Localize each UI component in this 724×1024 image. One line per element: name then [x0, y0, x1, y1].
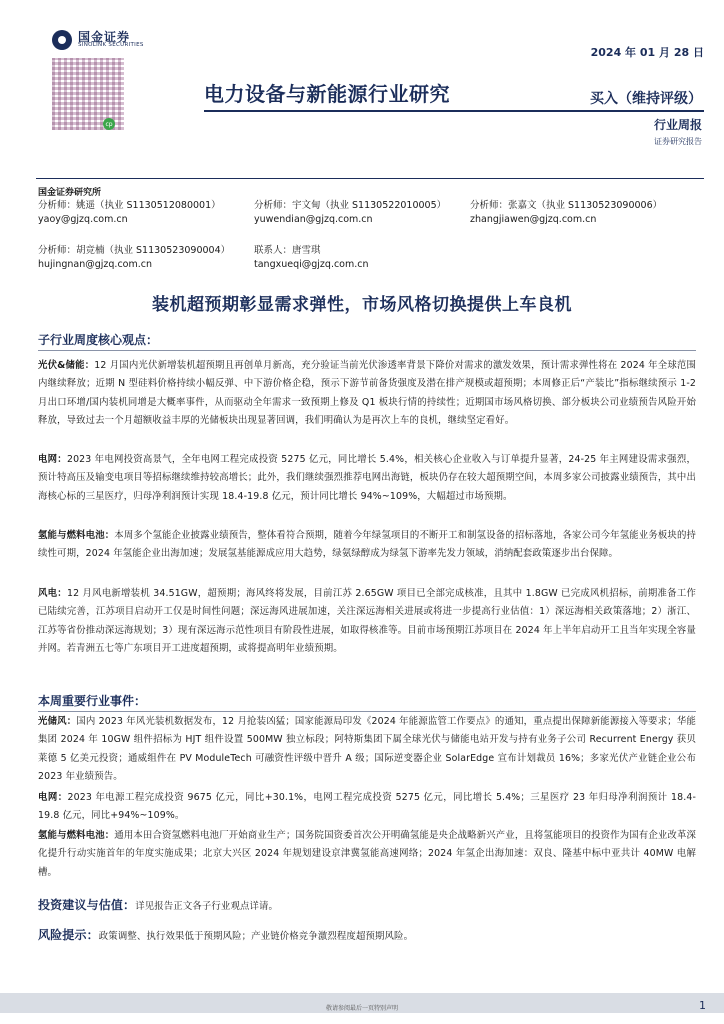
- core-item-text: 12 月风电新增装机 34.51GW，超预期；海风终将发展，目前江苏 2.65GW 项目已全部完成核准，且其中 1.8GW 已完成风机招标，前期准备工作已陆续完善，江苏项目启动开工仅是时间性问题；深远海风进展加速，关注深远海相关进展或将进一步提高行业估值：1）深远海相关政策落地；2）浙江、江苏等省份推动深远海规划；3）现有深远海示范性项目有阶段性进展，如取得核准等。目前市场预期江苏项目在 2024 年上半年启动开工且当年实现全容量并网。若青洲五七等广东项目开工进度超预期，或将提高明年业绩预期。: [38, 588, 696, 654]
- footer-disclaimer: 敬请参阅最后一页特别声明: [325, 1005, 398, 1012]
- core-item: [38, 585, 696, 658]
- core-item-text: 本周多个氢能企业披露业绩预告，整体看符合预期，随着今年绿氢项目的不断开工和制氢设备的招标落地，各家公司今年氢能业务板块的持续性可期，2024 年氢能企业出海加速；发展氢基能源成应用大趋势，绿氨绿醇成为绿氢下游率先发力领域，消纳配套政策逐步出台保障。: [38, 530, 697, 560]
- advice-text: 详见报告正文各子行业观点详请。: [135, 901, 279, 912]
- event-item: [38, 713, 696, 786]
- core-item-label: 光伏&储能：: [38, 360, 95, 371]
- core-item: [38, 357, 696, 430]
- report-date: 2024 年 01 月 28 日: [590, 46, 704, 59]
- event-item: [38, 789, 696, 826]
- analyst-entry: [254, 199, 446, 227]
- core-item: [38, 527, 696, 564]
- event-item: [38, 827, 696, 882]
- section-rule: [38, 711, 696, 712]
- section-heading-advice: 投资建议与估值：: [38, 898, 136, 912]
- core-item-label: 风电：: [38, 588, 67, 599]
- qr-badge: cp: [103, 118, 115, 130]
- rating: 买入（维持评级）: [590, 91, 702, 107]
- logo-icon: [52, 30, 72, 50]
- contact-name: 联系人：唐雪琪: [254, 245, 321, 256]
- contact-email[interactable]: tangxueqi@gjzq.com.cn: [254, 259, 369, 270]
- core-item-label: 电网：: [38, 454, 67, 465]
- doc-type: 行业周报: [653, 118, 702, 132]
- brand-name-cn: 国金证券: [78, 29, 131, 44]
- section-heading-risk: 风险提示：: [38, 928, 99, 942]
- analyst-entry: [470, 199, 662, 227]
- analyst-email[interactable]: zhangjiawen@gjzq.com.cn: [470, 214, 597, 225]
- section-heading-core: 子行业周度核心观点：: [38, 333, 159, 347]
- analyst-name: 分析师：张嘉文（执业 S1130523090006）: [470, 200, 663, 211]
- separator-rule: [36, 178, 704, 179]
- analyst-name: 分析师：胡竞楠（执业 S1130523090004）: [38, 245, 231, 256]
- section-rule: [38, 350, 696, 351]
- event-item-text: 2023 年电源工程完成投资 9675 亿元，同比+30.1%，电网工程完成投资 5275 亿元，同比增长 5.4%；三星医疗 23 年归母净利润预计 18.4-19.8 亿元，同比+94%~109%。: [38, 792, 696, 822]
- core-item-text: 12 月国内光伏新增装机超预期且再创单月新高，充分验证当前光伏渗透率背景下降价对需求的激发效果，预计需求弹性将在 2024 年全球范围内继续释放；近期 N 型硅料价格持续小幅反弹、中下游价格企稳，预示下游节前备货强度及潜在排产规模或超预期；本周修正后“产装比”指标继续预示 1-2 月出口环增/国内装机同增是大概率事件，从而驱动全年需求一致预期上修及 Q1 板块行情的持续性；近期国市场风格切换、部分板块公司业绩预告风险开始释放，导致过去一个月超额收益丰厚的光储板块出现显著回调，我们明确认为是再次上车的良机，继续坚定看好。: [38, 360, 696, 426]
- core-item: [38, 451, 696, 506]
- analyst-entry: [38, 244, 230, 272]
- risk-text: 政策调整、执行效果低于预期风险；产业链价格竞争激烈程度超预期风险。: [98, 931, 414, 942]
- analyst-email[interactable]: yaoy@gjzq.com.cn: [38, 214, 128, 225]
- event-item-text: 通用本田合资氢燃料电池厂开始商业生产；国务院国资委首次公开明确氢能是央企战略新兴产业，且将氢能项目的投资作为国有企业改革深化提升行动实施首年的年度实施成果；北京大兴区 2024 年规划建设京津冀氢能高速网络；2024 年氢企出海加速：双良、隆基中标中亚共计 40MW 电解槽。: [38, 830, 697, 878]
- doc-subtype: 证券研究报告: [654, 137, 702, 146]
- analyst-email[interactable]: yuwendian@gjzq.com.cn: [254, 214, 373, 225]
- section-heading-events: 本周重要行业事件：: [38, 694, 147, 708]
- brand-logo: [52, 30, 144, 50]
- brand-name-en: SINOLINK SECURITIES: [78, 42, 144, 49]
- event-item-label: 电网：: [38, 792, 68, 803]
- analyst-name: 分析师：姚遥（执业 S1130512080001）: [38, 200, 221, 211]
- report-headline: 装机超预期彰显需求弹性，市场风格切换提供上车良机: [152, 295, 572, 315]
- event-item-text: 国内 2023 年风光装机数据发布，12 月抢装凶猛；国家能源局印发《2024 年能源监管工作要点》的通知，重点提出保障新能源接入等要求；华能集团 2024 年 10GW 组件招标为 HJT 组件设置 500MW 独立标段；阿特斯集团下属全球光伏与储能电站开发与持有业务子公司 Recurrent Energy 获贝莱德 5 亿美元投资；通威组件在 PV ModuleTech 可融资性评级中晋升 A 级；国际逆变器企业 SolarEdge 宣布计划裁员 16%；多家光伏产业链企业公布 2023 年业绩预告。: [38, 716, 696, 782]
- event-item-label: 光储风：: [38, 716, 77, 727]
- event-item-label: 氢能与燃料电池：: [38, 830, 115, 841]
- core-item-label: 氢能与燃料电池：: [38, 530, 115, 541]
- risk-line: [38, 926, 696, 946]
- report-title: 电力设备与新能源行业研究: [204, 82, 450, 106]
- core-item-text: 2023 年电网投资高景气，全年电网工程完成投资 5275 亿元，同比增长 5.4%，相关核心企业收入与订单提升显著，24-25 年主网建设需求强烈，预计特高压及输变电项目等招标继续维持较高增长；此外，我们继续强烈推荐电网出海链，板块仍存在较大超预期空间，本周多家公司披露业绩预告，其中出海核心标的三星医疗，归母净利润预计实现 18.4-19.8 亿元，预计同比增长 94%~109%，大幅超过市场预期。: [38, 454, 696, 502]
- institution: 国金证券研究所: [38, 188, 102, 198]
- page-number: 1: [699, 999, 706, 1012]
- advice-line: [38, 896, 696, 916]
- analyst-name: 分析师：宇文甸（执业 S1130522010005）: [254, 200, 447, 211]
- header-rule: [204, 110, 704, 112]
- analyst-email[interactable]: hujingnan@gjzq.com.cn: [38, 259, 152, 270]
- analyst-entry: [38, 199, 221, 227]
- contact-entry: [254, 244, 369, 272]
